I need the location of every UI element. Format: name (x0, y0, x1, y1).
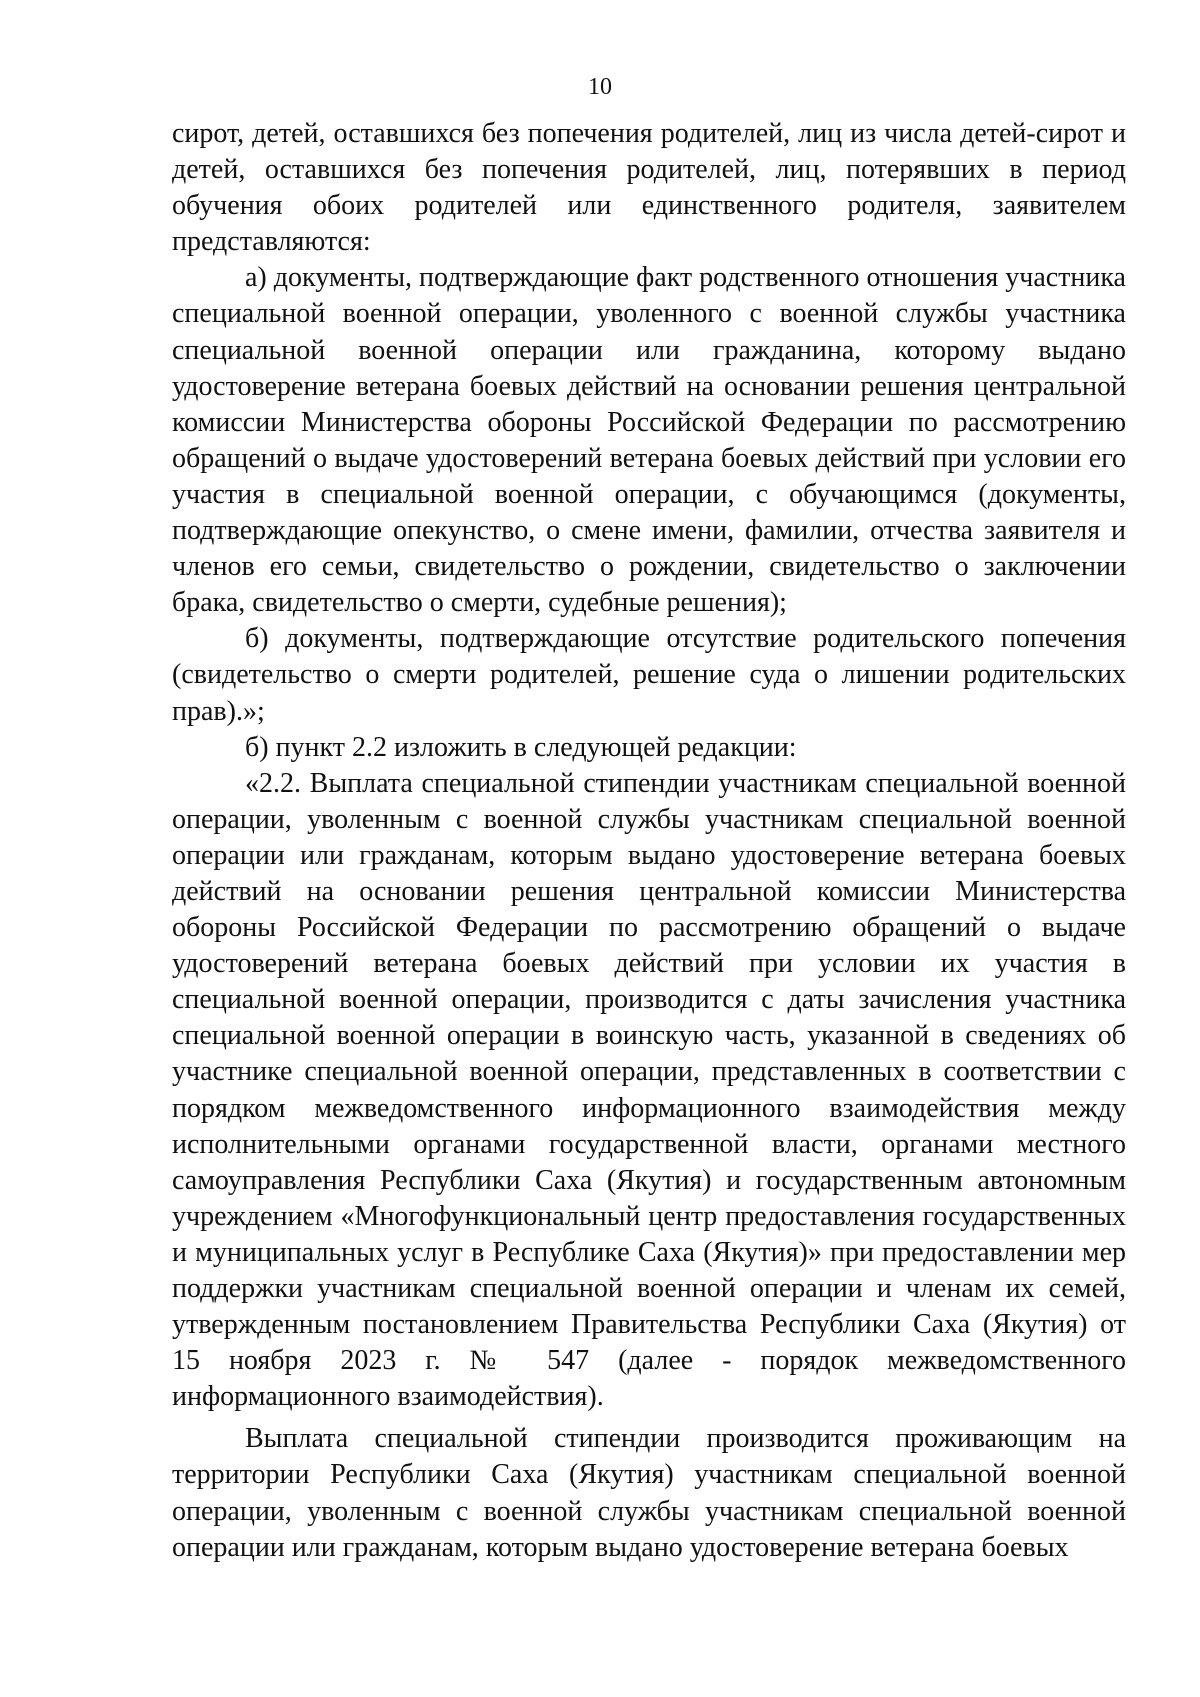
paragraph-item-b-documents: б) документы, подтверждающие отсутствие родительского попечения (свидетельство о смерти родителей, решение суда о лишении родительских прав).»; (172, 623, 1126, 727)
document-body (172, 116, 1126, 1566)
paragraph-item-a: а) документы, подтверждающие факт родственного отношения участника специальной военной операции, уволенного с военной службы участника специальной военной операции или гражданина, которому выдано удостоверение ветерана боевых действий на основании решения центральной комиссии Министерства обороны Российской Федерации по рассмотрению обращений о выдаче удостоверений ветерана боевых действий при условии его участия в специальной военной операции, с обучающимся (документы, подтверждающие опекунство, о смене имени, фамилии, отчества заявителя и членов его семьи, свидетельство о рождении, свидетельство о заключении брака, свидетельство о смерти, судебные решения); (172, 262, 1126, 619)
paragraph-clause-2-2: «2.2. Выплата специальной стипендии участникам специальной военной операции, уволенным с военной службы участникам специальной военной операции или гражданам, которым выдано удостоверение ветерана боевых действий на основании решения центральной комиссии Министерства обороны Российской Федерации по рассмотрению обращений о выдаче удостоверений ветерана боевых действий при условии их участия в специальной военной операции, производится с даты зачисления участника специальной военной операции в воинскую часть, указанной в сведениях об участнике специальной военной операции, представленных в соответствии с порядком межведомственного информационного взаимодействия между исполнительными органами государственной власти, органами местного самоуправления Республики Саха (Якутия) и государственным автономным учреждением «Многофункциональный центр предоставления государственных и муниципальных услуг в Республике Саха (Якутия)» при предоставлении мер поддержки участникам специальной военной операции и членам их семей, утвержденным постановлением Правительства Республики Саха (Якутия) от 15 ноября 2023 г. № 547 (далее - порядок межведомственного информационного взаимодействия). (172, 767, 1126, 1413)
paragraph-item-b-clause: б) пункт 2.2 изложить в следующей редакции: (245, 731, 797, 763)
paragraph-continuation: сирот, детей, оставшихся без попечения родителей, лиц из числа детей-сирот и детей, оставшихся без попечения родителей, лиц, потерявших в период обучения обоих родителей или единственного родителя, заявителем представляются: (172, 118, 1126, 258)
paragraph-payment: Выплата специальной стипендии производится проживающим на территории Республики Саха (Якутия) участникам специальной военной операции, уволенным с военной службы участникам специальной военной операции или гражданам, которым выдано удостоверение ветерана боевых (172, 1423, 1126, 1563)
page-number: 10 (588, 74, 612, 100)
